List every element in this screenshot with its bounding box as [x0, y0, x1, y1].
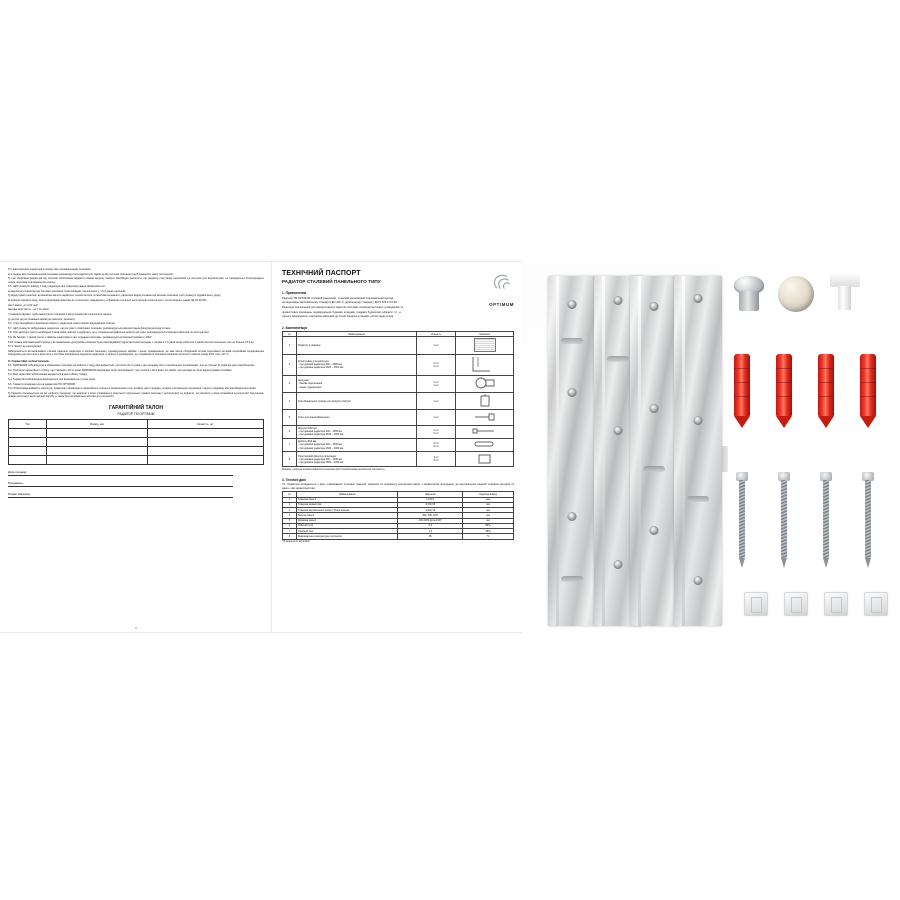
rules-line: масова жорсткість – до 7 мг-екв/л [8, 308, 49, 312]
bracket-icon [456, 354, 514, 375]
warranty-line: б) Гарантія поширюється на всі дефекти продукції, що виникли з вини споживача в результаті порушення, правил монтажу і експлуатації та дефекти, що виникли з вини споживача в результаті порушення, правил монтажу і експлуатації виробу, а також при неправильне монтаж до теплоносія. [8, 391, 264, 399]
cell-qty: 1 шт [416, 393, 455, 410]
cell-name [296, 425, 416, 438]
table-header-row [9, 419, 264, 428]
rules-line: а) в період між опалювальними сезонами рекомендується відключити радіатор від системи опалення (щоб зменшити зміну теплоносія); [8, 272, 174, 276]
cell-num: 3 [283, 508, 297, 513]
rules-line: 5.8. При закінчені частої необхідності виділення повітря з радіатора, що є основою неправильна робота цієї тари, рекомендується виконати фільтрів по експлуатації. [8, 331, 210, 335]
rules-line: б) відкручувати монтаж, встановлені на них радіатора, термостатичні та монтажні елементи, радіатора відрегульовані від монтаж опалення, щоб уникнути гідравлічного удару; [8, 294, 222, 298]
technical-data-intro [282, 483, 514, 490]
plug-thumb [472, 376, 498, 390]
warranty-obligations-text [8, 364, 264, 399]
cell-value: 0,5±0,15 [398, 508, 463, 513]
rules-line: має Ї.максн.-до 0,02 мг/л [8, 303, 39, 307]
bracket-slot [561, 576, 583, 582]
rules-line: 5.7. Щоб уникнути забруднення радіатора, що регулює з повітряних клапанів, рекомендується використання фільтрів на вході стояка. [8, 326, 171, 330]
rules-line: б) при зберіганні радіаторів від системи обов'язково відкрити клапан випуску повітря. Необхідно пам'ятати, що радіатор слід зняву перемички до системи для виробництва, не проводиться безпосередньо перед початком опалювального сезону. [8, 277, 264, 284]
dowel-rib [860, 368, 876, 369]
rules-line: 5.6. Слід передбачити виділення повітря у радіатора через клапан відрадження повітря. [8, 322, 116, 326]
warranty-line: 6.2. Протягом гарантійного строку, що становить 10-ти років, ВИРОБНИК відповідає за всі несправності, що сталися з його вини, за умови, що прилади не були відрегульовані особами. [8, 368, 233, 372]
table-row [283, 425, 514, 438]
table-row [283, 354, 514, 375]
cell-num: 6 [283, 425, 297, 438]
section-title: Технічні дані [285, 477, 306, 482]
table-row [283, 375, 514, 392]
cell-name-main: Заглушки: [298, 379, 310, 383]
field-seller: Продавець: [8, 481, 233, 487]
cell-name-main: Пластиковий фіксатор-прокладка: [298, 454, 337, 458]
bracket-slot [607, 356, 629, 362]
cell-value: 1,3 [398, 529, 463, 534]
application-line: промислових приміщень, індивідуальних будинків, котеджів, і садових будиночків, офісних і т.п., а [282, 310, 401, 314]
cell [46, 455, 147, 464]
cell-name-sub: - при довжині радіатора 400 – 1500 мм [298, 430, 342, 434]
table-row [283, 534, 514, 539]
cell-name-sub: - при довжині радіатора 1600 – 2000 мм [298, 446, 344, 450]
field-sale-date: Дата продажу: [8, 470, 233, 476]
cell-name-sub: - при довжині радіатора 400 – 1500 мм [298, 457, 342, 461]
application-line: Радіатор ТМ OPTIMUM сталевий панельний - сучасний економічний опалювальний прилад, [282, 296, 394, 300]
rules-line: 5.9. Як бачимо, сталеві тепло з заміною радіаторів в уже з'єднання системах, рекомендується використовувати у РЕУ. [8, 335, 152, 339]
cell-name-sub: - при довжині радіатора 1600 – 2000 мм [298, 366, 344, 370]
dowel-rib [818, 382, 834, 383]
cell-num: 7 [283, 529, 297, 534]
cell-num: 1 [283, 497, 297, 502]
technical-data-footnote: * В залежності від моделі [282, 541, 310, 544]
section-number: 2. [282, 325, 285, 330]
cell-qty-sub: 1 шт [433, 380, 439, 384]
cell-unit: МПа [463, 523, 514, 528]
warranty-line: 6.6) Обов'язкова наявність паспорта, правильно заповненого гарантійного талона із зазначенням типу, розміру, дати продажу, штампа торговельної організації, підпису продавця або відповідальної особи; [8, 387, 257, 391]
cell-qty [416, 354, 455, 375]
cell-name: Висота панелі [296, 513, 398, 518]
cell [147, 446, 263, 455]
bracket-hole [568, 300, 577, 309]
red-dowel-part [776, 354, 792, 416]
red-dowel-part [818, 354, 834, 416]
cell-qty: 1 шт [416, 410, 455, 425]
bracket-item [674, 276, 722, 626]
application-text [282, 297, 514, 319]
dowel-rib [734, 396, 750, 397]
cell-name [296, 452, 416, 467]
plastic-clip-part [784, 592, 808, 616]
screw-icon [456, 425, 514, 438]
cell-name-sub: - при довжині радіатора 400 – 1500 мм [298, 363, 342, 367]
cell-num: 7 [283, 438, 297, 451]
air-valve-part [730, 276, 770, 316]
cell-num: 4 [283, 393, 297, 410]
column-header-name: Найменування [296, 332, 416, 337]
cell-unit: мм [463, 518, 514, 523]
rules-line: 5.10. Кожен опалювальний прилад у встановленню дискурсійно повинен були виробдуваний гідростатичним методом з тиском в 1,5 разів вище робочого в даній системі опалення, але не більше 13 Атм. [8, 340, 255, 344]
cell-num: 1 [283, 337, 297, 354]
red-dowel-part [860, 354, 876, 416]
cell-qty-sub: 4 шт [433, 428, 439, 432]
rules-line: в) використовувати воду, яка не відповідає вимогам до теплоносія, наведеним у «Правилах технічної експлуатації електричних і тепло мереж» (наказ ЗД 34.20.501 [8, 299, 207, 303]
key-thumb [473, 411, 497, 423]
table-row [283, 452, 514, 467]
dowel-rib [734, 382, 750, 383]
field-shop-stamp: Штамп магазину: [8, 492, 233, 498]
screw-shank [865, 480, 871, 558]
cell-unit: мм [463, 502, 514, 507]
cell-name: Кран Маєвського (клапан для випуску повітря) [296, 393, 416, 410]
cell-name-sub: - бокове підключення [298, 382, 323, 386]
cell-qty-sub: 6 шт [433, 431, 439, 435]
bracket-hole [614, 296, 623, 305]
cell-num: 4 [283, 513, 297, 518]
cell-qty-sub: 4 шт [433, 441, 439, 445]
column-header-size: Розмір, мм [46, 419, 147, 428]
page-title: ТЕХНІЧНИЙ ПАСПОРТ [282, 270, 361, 277]
warranty-card-table [8, 419, 264, 465]
complete-set-table [282, 331, 514, 467]
cell-qty: 1 шт [416, 337, 455, 354]
cell-unit: мм [463, 497, 514, 502]
cell-name-sub: - при довжині радіатора 400 – 1500 мм [298, 443, 342, 447]
swirl-logo-icon [488, 270, 514, 296]
maevsky-valve-part [824, 274, 866, 314]
clip-thumb [475, 453, 495, 465]
column-header-picture: Малюнок [456, 332, 514, 337]
column-header-value: Значення [398, 492, 463, 497]
rules-line: д) допуск до регулювання арматури (вентилі, ремонти). [8, 317, 76, 321]
cell-qty [416, 438, 455, 451]
plastic-clip-part [824, 592, 848, 616]
cell-value: 0,5±0,05 [398, 502, 463, 507]
bracket-hole [694, 416, 703, 425]
plastic-clip-part [744, 592, 768, 616]
cell-name [296, 438, 416, 451]
clip-icon [456, 452, 514, 467]
screw-part [777, 472, 791, 568]
bracket-thumb [470, 355, 500, 373]
bracket-hole [694, 576, 703, 585]
cell-name-main: Кронштейни для кріплення: [298, 360, 330, 364]
metal-mounting-brackets-photo [522, 262, 722, 632]
rules-line: 5.11. Якості до експлуатації [8, 345, 42, 349]
key-icon [456, 410, 514, 425]
cell [147, 455, 263, 464]
column-header-num: № [283, 492, 297, 497]
cell-value: 300, 500, 600* [398, 513, 463, 518]
bracket-hole [650, 302, 659, 311]
rules-text-block [8, 268, 264, 357]
table-row [283, 410, 514, 425]
column-header-unit: Одиниця виміру [463, 492, 514, 497]
screw-part [861, 472, 875, 568]
cell-name-main: Дюбель Ø10 мм: [298, 440, 317, 444]
technical-data-table [282, 491, 514, 539]
dowel-rib [776, 368, 792, 369]
intro-line: 3.1. Радіатори складаються з двох штампованих сталевих панелей, зварених по периметру контактним швом, з конвектором приєднаних до вертикальних каналів точковим методом та мають такі характеристики: [282, 483, 514, 490]
warranty-line: 6.1. ВИРОБНИК зобов'язується обмінювати прилади що вийшли з ладу або дефектний, протягом 10-ти років з дня продажу його торговельною організацією, але не більше 11 років від дати виробництва. [8, 364, 255, 368]
rules-line: а) відключати радіатор від системи опалення. Крім випадків, перелічених у п 5.4 даних приписів; [8, 289, 126, 293]
section-number: 3. [282, 477, 285, 482]
fasteners-kit-photo [722, 262, 900, 632]
application-line: Радіатори призначений для використання в закритих системах опалення житлових, громадських та [282, 305, 404, 309]
cell-num: 2 [283, 354, 297, 375]
column-header-type: Тип [9, 419, 47, 428]
bracket-hole [568, 388, 577, 397]
valve-body [739, 291, 759, 311]
warranty-card-subtitle: РАДІАТОР ТМ OPTIMUM [117, 411, 155, 416]
section-title: Комплектація [285, 325, 308, 330]
page-number: 5 [135, 627, 137, 630]
cell-name: Товщина вертикальних ребер / бічної кришки [296, 508, 398, 513]
dowel-rib [734, 368, 750, 369]
table-row [9, 428, 264, 437]
cell-unit: МПа [463, 529, 514, 534]
cell-name-main: Шурупи 6х60 мм: [298, 427, 318, 431]
blind-plug-part [778, 276, 814, 312]
screw-tip [739, 558, 745, 568]
cell-name: Робочий тиск [296, 523, 398, 528]
warranty-card-title: ГАРАНТІЙНИЙ ТАЛОН [109, 404, 163, 411]
rules-line: 5.4. Експлуатація радіаторів в період між опалювальними сезонами. [8, 268, 92, 271]
screw-tip [781, 558, 787, 568]
bracket-hole [694, 294, 703, 303]
cell-value: 1,0±0,1 [398, 497, 463, 502]
dowel-thumb [473, 439, 497, 449]
cell-num: 3 [283, 375, 297, 392]
bracket-item [630, 276, 678, 626]
cell-qty-sub: 6 шт [433, 444, 439, 448]
section-complete-set-title [282, 326, 514, 330]
dowel-rib [860, 382, 876, 383]
cell-name: Товщина панелі [296, 497, 398, 502]
cell-name: Ключ для крана Маєвського [296, 410, 416, 425]
cell-qty [416, 452, 455, 467]
cell-name: Максимальна температура теплоносія [296, 534, 398, 539]
brand-name: OPTIMUM [489, 302, 514, 307]
cell-qty-sub: 6 шт [433, 459, 439, 463]
cell-name-sub: - нижнє підключення [298, 385, 322, 389]
bracket-item [548, 276, 596, 626]
dowel-rib [776, 382, 792, 383]
cell [147, 428, 263, 437]
cell-num: 2 [283, 502, 297, 507]
dowel-rib [818, 368, 834, 369]
screw-shank [781, 480, 787, 558]
application-line: також в приміщеннях з високими вимогами до гігієни (медичні установи, дитячі садки тощо). [282, 315, 395, 319]
column-header-name: Найменування [296, 492, 398, 497]
table-row [283, 337, 514, 354]
cell [9, 455, 47, 464]
table-row [9, 455, 264, 464]
bracket-hole [650, 404, 659, 413]
cell-num: 6 [283, 523, 297, 528]
warranty-obligations-title: 6. Гарантійні зобов'язання. [8, 359, 50, 364]
rules-line: Забороняється встановлювати сталеві панельні радіатори в кріплен бальових, індивідуальних мийках і інших приміщеннях, де має місце об'єднаний впливі агресивних впливів корозійним середовищем середовищ що мітиться в воді потік у постійне заповнення кордоном радіатора. в зв'язку в приміщення, до сприймаючої значними вапряних вологості повітря понад 60%, при t,20 °С. [8, 349, 264, 357]
cell-qty-sub: 2 шт [433, 361, 439, 365]
cell-qty-sub: 1 шт [433, 383, 439, 387]
bracket-hole [614, 426, 623, 435]
cell [9, 446, 47, 455]
section-title: Призначення [285, 291, 307, 296]
column-header-qty: Кількість [416, 332, 455, 337]
dowel-rib [776, 396, 792, 397]
cell-value: 400-2000 (крок 100)* [398, 518, 463, 523]
table-row [283, 438, 514, 451]
cell-name-sub: - при довжині радіатора 1600 – 2000 мм [298, 433, 344, 437]
cell-name: Товщина конвектора [296, 502, 398, 507]
rules-line: 5.5. Щоб уникнути виводу з ладу радіатора при транспортуванні забороняється: [8, 285, 106, 289]
cell-num: 5 [283, 518, 297, 523]
screw-thumb [472, 426, 498, 436]
table-row [283, 393, 514, 410]
table-row [9, 446, 264, 455]
complete-set-note: Вказівка: «можливі незначні відмінності малюнків були ознайомлювані виробником комплекту». [282, 468, 386, 471]
cell-name-sub: - при довжині радіатора 1600 – 2000 мм [298, 460, 344, 464]
airvalve-thumb [475, 394, 495, 408]
table-row [9, 437, 264, 446]
screw-tip [865, 558, 871, 568]
dowel-rib [860, 396, 876, 397]
plastic-clip-part [864, 592, 888, 616]
cell [46, 446, 147, 455]
cell-num: 8 [283, 452, 297, 467]
rules-line: г) використовувати труби маєстраллі опалення в місці елементів електричних мереж. [8, 312, 113, 316]
cell-num: 8 [283, 534, 297, 539]
bracket-hole [568, 512, 577, 521]
plug-icon [456, 375, 514, 392]
cell-unit: мм [463, 513, 514, 518]
radiator-thumb [474, 338, 496, 352]
cell-name: Пробний тиск [296, 529, 398, 534]
radiator-icon [456, 337, 514, 354]
cell-qty [416, 375, 455, 392]
cell [46, 437, 147, 446]
warranty-line: 6.3. Має гарантійні зобов'язання видаються в двох обміну товару. [8, 373, 88, 377]
cell-qty-sub: 4 шт [433, 456, 439, 460]
screw-part [735, 472, 749, 568]
bracket-hole [650, 526, 659, 535]
bracket-slot [643, 466, 665, 472]
application-line: що відповідає європейському стандарту EN 442-1 і українському стандарту ДСТУ Б В.2.5-5-96. [282, 301, 398, 305]
cell-num: 5 [283, 410, 297, 425]
technical-passport-page [272, 262, 522, 632]
cell [9, 437, 47, 446]
brand-block [488, 270, 514, 307]
section-technical-data-title [282, 478, 514, 482]
cell [147, 437, 263, 446]
cell-name: Довжина панелі [296, 518, 398, 523]
warranty-line: 6.4. Гарантійні зобов'язання виконуються при виконанні на тучних умов. [8, 377, 96, 381]
cell-name [296, 354, 416, 375]
screw-shank [823, 480, 829, 558]
valve-stem [838, 286, 851, 310]
screw-part [819, 472, 833, 568]
dowel-rib [818, 396, 834, 397]
section-number: 1. [282, 291, 285, 296]
bracket-slot [687, 496, 709, 502]
cell [46, 428, 147, 437]
cell-unit: мм [463, 508, 514, 513]
screw-shank [739, 480, 745, 558]
cell-qty-sub: 3 шт [433, 364, 439, 368]
cell-value: 95 [398, 534, 463, 539]
section-application-title [282, 291, 514, 295]
cell-unit: °C [463, 534, 514, 539]
bracket-hole [614, 560, 623, 569]
warranty-page [0, 262, 272, 632]
cell-qty [416, 425, 455, 438]
cell-value: 0,9 [398, 523, 463, 528]
bracket-slot [561, 338, 583, 344]
cell-name: Радіатор в упаковці [296, 337, 416, 354]
column-header-qty: Кількість, шт [147, 419, 263, 428]
cell-name [296, 375, 416, 392]
dowel-icon [456, 438, 514, 451]
page-subtitle: РАДІАТОР СТАЛЕВИЙ ПАНЕЛЬНОГО ТИПУ [282, 279, 381, 285]
cell [9, 428, 47, 437]
screw-tip [823, 558, 829, 568]
airvalve-icon [456, 393, 514, 410]
red-dowel-part [734, 354, 750, 416]
warranty-line: 6.5. Гарантія поширюється на радіаторів ТМ OPTIMUM [8, 382, 75, 386]
column-header-num: № [283, 332, 297, 337]
